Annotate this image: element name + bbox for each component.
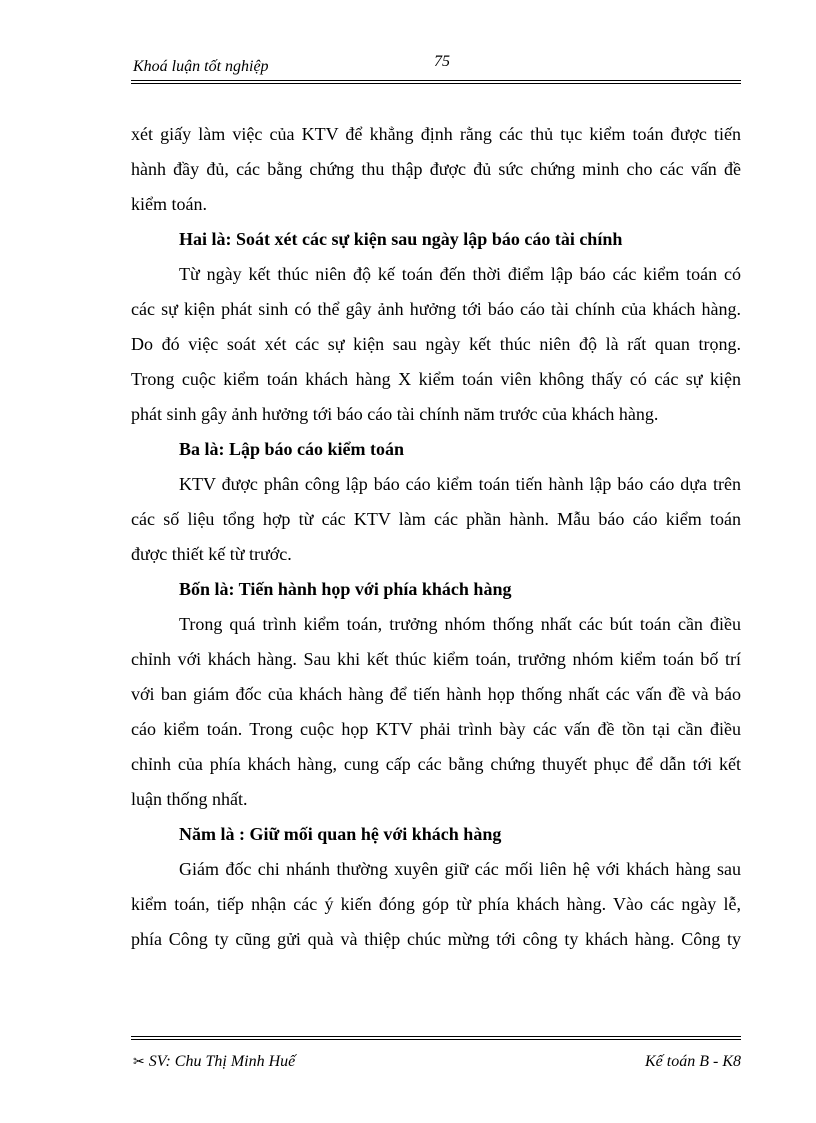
text-line: hành đầy đủ, các bằng chứng thu thập được đủ sức chứng minh cho các vấn đề bbox=[131, 159, 741, 179]
paragraph-2 bbox=[131, 257, 741, 432]
heading-ba-la: Ba là: Lập báo cáo kiểm toán bbox=[179, 439, 405, 459]
text-line: Giám đốc chi nhánh thường xuyên giữ các mối liên hệ với khách hàng sau bbox=[179, 859, 741, 879]
scissors-icon: ✂ bbox=[133, 1055, 145, 1070]
heading-hai-la: Hai là: Soát xét các sự kiện sau ngày lập báo cáo tài chính bbox=[179, 229, 623, 249]
text-line: luận thống nhất. bbox=[131, 789, 248, 809]
text-line: chỉnh với khách hàng. Sau khi kết thúc kiểm toán, trưởng nhóm kiểm toán bố trí bbox=[131, 649, 741, 669]
author-name: SV: Chu Thị Minh Huế bbox=[148, 1053, 296, 1070]
text-line: chỉnh của phía khách hàng, cung cấp các bằng chứng thuyết phục để dẫn tới kết bbox=[131, 754, 741, 774]
footer-rule bbox=[131, 1036, 741, 1040]
header-title: Khoá luận tốt nghiệp bbox=[133, 58, 269, 75]
footer-course: Kế toán B - K8 bbox=[645, 1053, 741, 1070]
text-line: Do đó việc soát xét các sự kiện sau ngày kết thúc niên độ là rất quan trọng. bbox=[131, 334, 741, 354]
heading-nam-la: Năm là : Giữ mối quan hệ với khách hàng bbox=[179, 824, 502, 844]
text-line: phát sinh gây ảnh hưởng tới báo cáo tài chính năm trước của khách hàng. bbox=[131, 404, 659, 424]
text-line: xét giấy làm việc của KTV để khẳng định rằng các thủ tục kiểm toán được tiến bbox=[131, 124, 741, 144]
footer-author bbox=[133, 1053, 295, 1071]
text-line: phía Công ty cũng gửi quà và thiệp chúc mừng tới công ty khách hàng. Công ty bbox=[131, 929, 741, 949]
paragraph-4 bbox=[131, 607, 741, 817]
text-line: cáo kiểm toán. Trong cuộc họp KTV phải trình bày các vấn đề tồn tại cần điều bbox=[131, 719, 741, 739]
text-line: Trong quá trình kiểm toán, trưởng nhóm thống nhất các bút toán cần điều bbox=[179, 614, 741, 634]
text-line: các số liệu tổng hợp từ các KTV làm các phần hành. Mẫu báo cáo kiểm toán bbox=[131, 509, 741, 529]
text-line: Trong cuộc kiểm toán khách hàng X kiểm toán viên không thấy có các sự kiện bbox=[131, 369, 741, 389]
page-number: 75 bbox=[434, 53, 450, 70]
text-line: Từ ngày kết thúc niên độ kế toán đến thời điểm lập báo các kiểm toán có bbox=[179, 264, 741, 284]
header-rule bbox=[131, 80, 741, 84]
paragraph-1 bbox=[131, 117, 741, 222]
text-line: được thiết kế từ trước. bbox=[131, 544, 292, 564]
page-body bbox=[131, 117, 741, 957]
heading-bon-la: Bốn là: Tiến hành họp với phía khách hàng bbox=[179, 579, 512, 599]
text-line: KTV được phân công lập báo cáo kiểm toán tiến hành lập báo cáo dựa trên bbox=[179, 474, 741, 494]
paragraph-5 bbox=[131, 852, 741, 957]
text-line: kiểm toán, tiếp nhận các ý kiến đóng góp từ phía khách hàng. Vào các ngày lễ, bbox=[131, 894, 741, 914]
text-line: kiểm toán. bbox=[131, 194, 207, 214]
text-line: các sự kiện phát sinh có thể gây ảnh hưởng tới báo cáo tài chính của khách hàng. bbox=[131, 299, 741, 319]
paragraph-3 bbox=[131, 467, 741, 572]
text-line: với ban giám đốc của khách hàng để tiến hành họp thống nhất các vấn đề và báo bbox=[131, 684, 741, 704]
